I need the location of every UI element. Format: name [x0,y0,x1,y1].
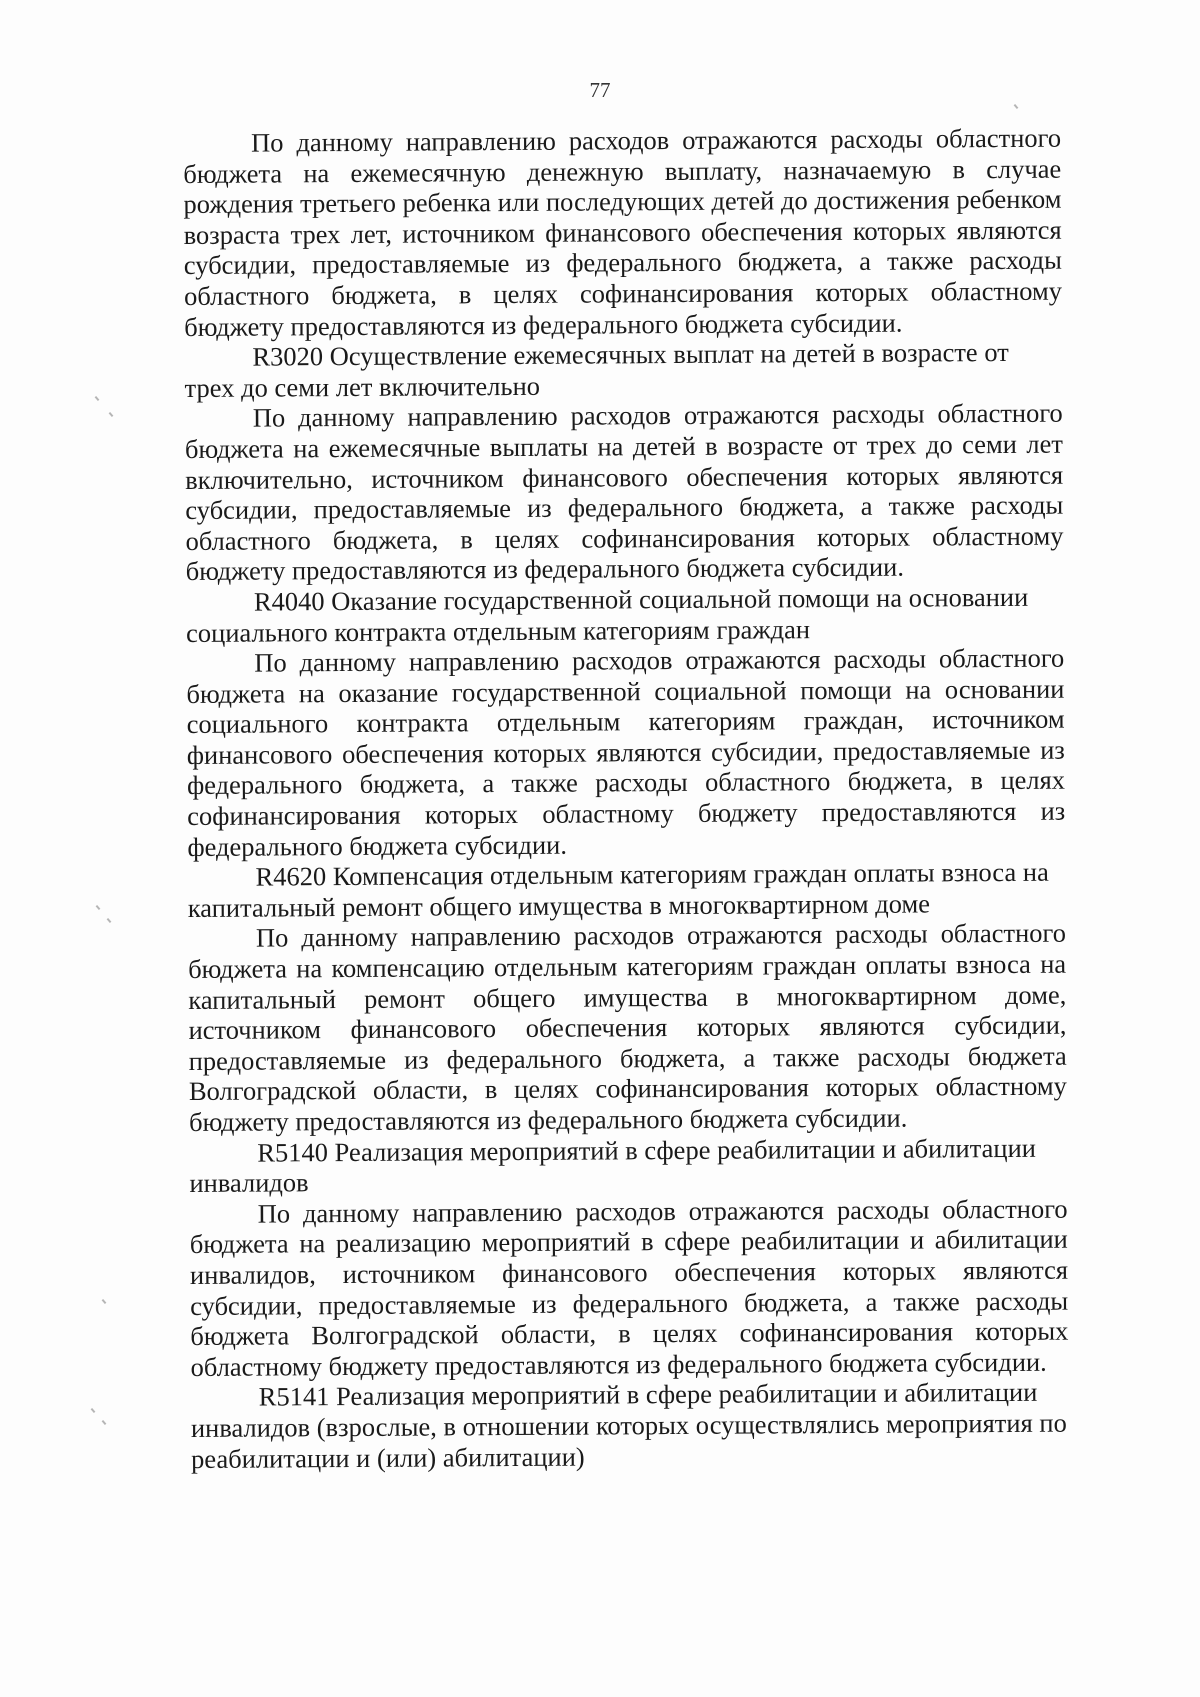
scan-speck [1014,104,1019,109]
page-number: 77 [589,78,611,102]
section-heading: R4620 Компенсация отдельным категориям граждан оплаты взноса на капитальный ремонт общего имущества в многоквартирном доме [187,856,1049,923]
scan-speck [91,1408,96,1413]
section-heading: R5141 Реализация мероприятий в сфере реабилитации и абилитации инвалидов (взрослые, в отношении которых осуществлялись мероприятия по реабилитации и (или) абилитации) [190,1377,1067,1474]
scan-speck [102,1420,107,1425]
scan-speck [95,396,100,401]
paragraph-text: По данному направлению расходов отражаются расходы областного бюджета на компенсацию отдельным категориям граждан оплаты взноса на капитальный ремонт общего имущества в многоквартирном доме, источником финансового обеспечения которых являются субсидии, предоставляемые из федерального бюджета, а также расходы бюджета Волгоградской области, в целях софинансирования которых областному бюджету предоставляются из федерального бюджета субсидии. [188,918,1067,1137]
paragraph-text: По данному направлению расходов отражаются расходы областного бюджета на ежемесячную денежную выплату, назначаемую в случае рождения третьего ребенка или последующих детей до достижения ребенком возраста трех лет, источником финансового обеспечения которых являются субсидии, предоставляемые из федерального бюджета, а также расходы областного бюджета, в целях софинансирования которых областному бюджету предоставляются из федерального бюджета субсидии. [183,122,1063,342]
section-heading: R5140 Реализация мероприятий в сфере реабилитации и абилитации инвалидов [189,1132,1036,1199]
section-heading: R3020 Осуществление ежемесячных выплат на детей в возрасте от трех до семи лет включительно [184,337,1009,403]
document-body [183,123,1069,1474]
section-heading: R4040 Оказание государственной социальной помощи на основании социального контракта отдельным категориям граждан [185,581,1029,648]
scan-speck [107,918,112,923]
scan-speck [109,412,114,417]
paragraph-text: По данному направлению расходов отражаются расходы областного бюджета на реализацию мероприятий в сфере реабилитации и абилитации инвалидов, источником финансового обеспечения которых являются субсидии, предоставляемые из федерального бюджета, а также расходы бюджета Волгоградской области, в целях софинансирования которых областному бюджету предоставляются из федерального бюджета субсидии. [189,1193,1069,1382]
scan-speck [102,1299,107,1304]
paragraph-text: По данному направлению расходов отражаются расходы областного бюджета на оказание государственной социальной помощи на основании социального контракта отдельным категориям граждан, источником финансового обеспечения которых являются субсидии, предоставляемые из федерального бюджета, а также расходы областного бюджета, в целях софинансирования которых областному бюджету предоставляются из федерального бюджета субсидии. [186,642,1066,862]
paragraph-text: По данному направлению расходов отражаются расходы областного бюджета на ежемесячные выплаты на детей в возрасте от трех до семи лет включительно, источником финансового обеспечения которых являются субсидии, предоставляемые из федерального бюджета, а также расходы областного бюджета, в целях софинансирования которых областному бюджету предоставляются из федерального бюджета субсидии. [184,397,1064,587]
scan-speck [96,905,101,910]
